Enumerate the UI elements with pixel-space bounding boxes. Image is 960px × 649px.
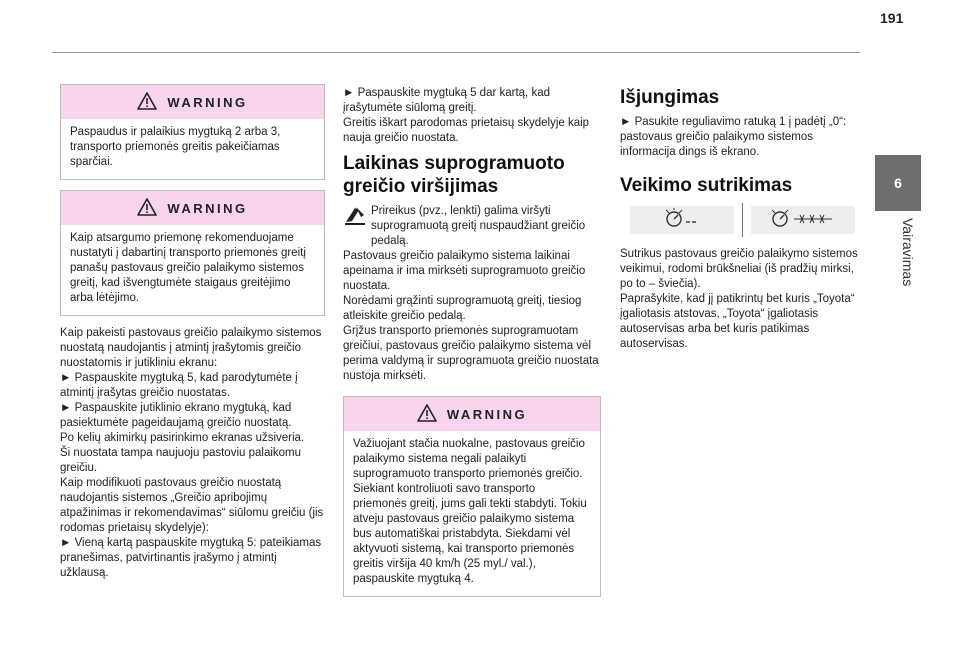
warning-box-2 [60,190,325,316]
warning-header [344,397,600,431]
paragraph: ► Paspauskite mygtuką 5 dar kartą, kad įrašytumėte siūlomą greitį. [343,87,550,114]
page-number: 191 [880,10,904,26]
paragraph: Kaip pakeisti pastovaus greičio palaikymo sistemos nuostatą naudojantis į atmintį įrašytomis greičio nuostatomis ir jutikliniu ekranu: [60,327,322,369]
cruise-speedometer-icon [768,206,838,235]
warning-title: WARNING [167,200,248,216]
warning-triangle-icon [137,198,157,219]
warning-text: Paspaudus ir palaikius mygtuką 2 arba 3, transporto priemonės greitis pakeičiamas sparčiai. [70,126,281,168]
warning-text: Kaip atsargumo priemonę rekomenduojame nustatyti į dabartinį transporto priemonės greitį panašų pastovaus greičio palaikymo sistemos greitį, kad išvengtumėte staigaus greitėjimo arba lėtėjimo. [70,232,306,304]
paragraph: Sutrikus pastovaus greičio palaikymo sistemos veikimui, rodomi brūkšneliai (iš pradžių mirksi, po to – šviečia). [620,248,858,290]
top-rule [52,52,860,53]
paragraph: Po kelių akimirkų pasirinkimo ekranas užsiveria. [60,432,305,444]
section-heading: Veikimo sutrikimas [620,175,793,196]
paragraph: Grįžus transporto priemonės suprogramuotam greičiui, pastovaus greičio palaikymo sistema vėl perima valdymą ir suprogramuota greičio nuostata nustoja mirksėti. [343,325,599,382]
warning-header [61,85,324,119]
section-heading: Išjungimas [620,87,720,108]
paragraph: ► Paspauskite jutiklinio ekrano mygtuką, kad pasiektumėte pageidaujamą greičio nuostatą. [60,402,292,429]
paragraph: Kaip modifikuoti pastovaus greičio nuostatą naudojantis sistemos „Greičio apribojimų atpažinimas ir rekomendavimas“ siūlomu greičiu (jis rodomas prietaisų skydelyje): [60,477,324,534]
column-2 [343,86,601,607]
figure-divider [742,203,743,237]
warning-header [61,191,324,225]
column-3 [620,86,865,352]
paragraph: Ši nuostata tampa naujuoju pastoviu palaikomu greičiu. [60,447,302,474]
chapter-title: Vairavimas [900,218,916,287]
warning-title: WARNING [167,94,248,110]
warning-triangle-icon [417,404,437,425]
section-heading: Laikinas suprogramuoto greičio viršijimas [343,153,565,197]
paragraph: ► Paspauskite mygtuką 5, kad parodytumėte į atmintį įrašytas greičio nuostatas. [60,372,298,399]
warning-triangle-icon [137,92,157,113]
paragraph: Norėdami grąžinti suprogramuotą greitį, tiesiog atleiskite greičio pedalą. [343,295,582,322]
warning-box-3 [343,396,601,597]
tip-text: Prireikus (pvz., lenkti) galima viršyti suprogramuotą greitį nuspaudžiant greičio pedalą. [371,205,586,247]
warning-box-1 [60,84,325,180]
foot-pedal-icon [343,204,371,249]
paragraph: ► Pasukite reguliavimo ratuką 1 į padėtį „0“: pastovaus greičio palaikymo sistemos informacija dings iš ekrano. [620,116,847,158]
paragraph: Greitis iškart parodomas prietaisų skydelyje kaip nauja greičio nuostata. [343,117,590,144]
paragraph: ► Vieną kartą paspauskite mygtuką 5: pateikiamas pranešimas, patvirtinantis įrašymo į atmintį užklausą. [60,537,322,579]
warning-title: WARNING [446,406,528,422]
column-1 [60,84,325,581]
tip [343,204,601,249]
display-panel-blinking [630,206,734,234]
warning-text: Važiuojant stačia nuokalne, pastovaus greičio palaikymo sistema negali palaikyti suprogramuoto transporto priemonės greičio. Siekiant kontroliuoti savo transporto priemonės greitį, jums gali tekti stabdyti. Tokiu atveju pastovaus greičio palaikymo sistema bus automatiškai pristabdyta. Siekdami vėl aktyvuoti sistemą, kai transporto priemonės greitis viršija 40 km/h (25 myl./ val.), paspauskite mygtuką 4. [353,438,587,585]
paragraph: Pastovaus greičio palaikymo sistema laikinai apeinama ir ima mirksėti suprogramuoto greičio nuostata. [343,250,586,292]
paragraph: Paprašykite, kad jį patikrintų bet kuris „Toyota“ įgaliotasis atstovas, „Toyota“ įgaliotasis autoservisas arba bet kuris patikimas autoservisas. [620,293,855,350]
cruise-speedometer-icon [662,206,702,235]
display-panel-steady [751,206,855,234]
chapter-tab[interactable]: 6 [875,155,921,211]
fault-display-figure [620,203,865,237]
